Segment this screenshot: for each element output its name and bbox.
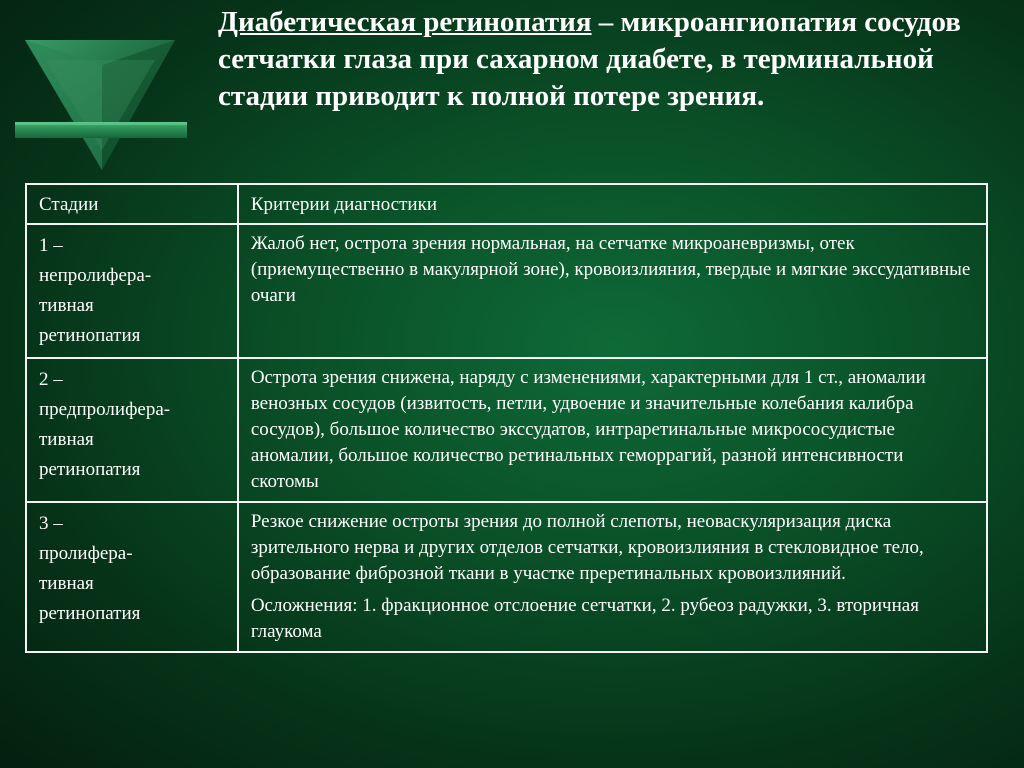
stage-label-line: тивная: [39, 295, 94, 316]
stage-label-line: тивная: [39, 573, 94, 594]
green-inverted-triangle-logo-icon: [15, 40, 190, 175]
stage-1-cell: [26, 224, 238, 358]
stage-2-cell: [26, 358, 238, 502]
table-row: [26, 224, 987, 358]
stage-3-complications: Осложнения: 1. фракционное отслоение сетчатки, 2. рубеоз радужки, 3. вторичная глаукома: [250, 595, 919, 642]
stage-label-line: ретинопатия: [39, 325, 141, 346]
table-header-row: [26, 184, 987, 224]
title-term: Диабетическая ретинопатия: [218, 6, 592, 38]
stage-3-criteria-cell: [238, 502, 987, 652]
stage-3-criteria: Резкое снижение остроты зрения до полной слепоты, неоваскуляризация диска зрительного нерва и других отделов сетчатки, кровоизлияния в стекловидное тело, образование фиброзной ткани в участке преретинальных кровоизлияний.: [250, 511, 924, 584]
stage-1-criteria: Жалоб нет, острота зрения нормальная, на сетчатке микроаневризмы, отек (приемущественно в макулярной зоне), кровоизлияния, твердые и мягкие экссудативные очаги: [238, 224, 987, 358]
table-row: [26, 502, 987, 652]
header-stages: Стадии: [26, 184, 238, 224]
stages-table: [25, 183, 988, 653]
stage-label-line: тивная: [39, 429, 94, 450]
stage-label-line: 3 –: [39, 513, 63, 534]
slide-title: [218, 4, 1008, 115]
title-definition: – микроангиопатия сосудов сетчатки глаза при сахарном диабете, в терминальной стадии приводит к полной потере зрения.: [218, 6, 961, 112]
stage-2-criteria: Острота зрения снижена, наряду с изменениями, характерными для 1 ст., аномалии венозных сосудов (извитость, петли, удвоение и значительные колебания калибра сосудов), большое количество экссудатов, интраретинальные микрососудистые аномалии, большое количество ретинальных геморрагий, разной интенсивности скотомы: [238, 358, 987, 502]
stage-label-line: ретинопатия: [39, 459, 141, 480]
stage-label-line: ретинопатия: [39, 603, 141, 624]
table-row: [26, 358, 987, 502]
stage-3-cell: [26, 502, 238, 652]
stage-label-line: предпролифера-: [39, 399, 171, 420]
stage-label-line: 2 –: [39, 369, 63, 390]
header-criteria: Критерии диагностики: [238, 184, 987, 224]
stage-label-line: пролифера-: [39, 543, 133, 564]
stage-label-line: непролифера-: [39, 265, 152, 286]
stage-label-line: 1 –: [39, 235, 63, 256]
